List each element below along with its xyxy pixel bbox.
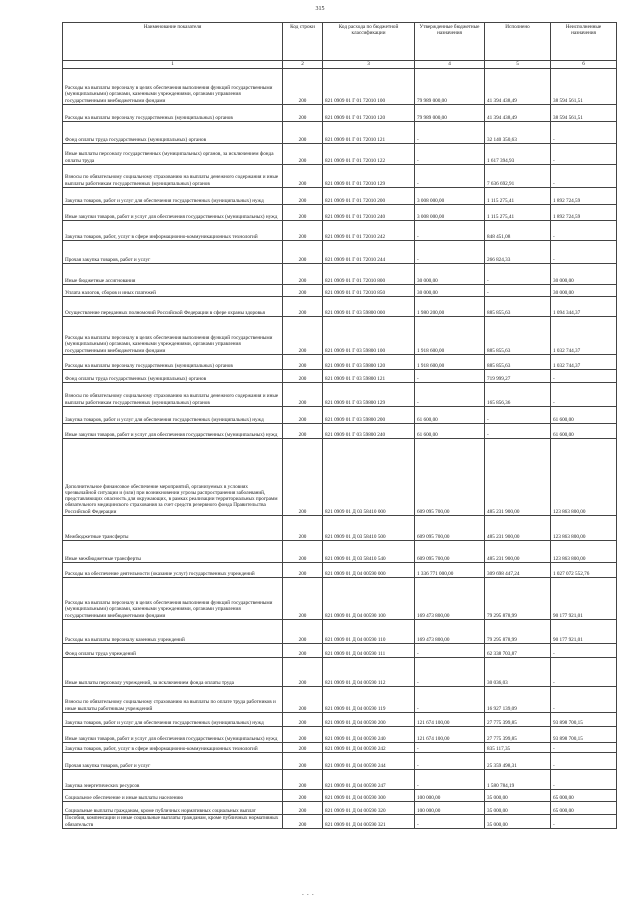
table-row (63, 802, 617, 815)
row-indicator-name: Пособия, компенсации и иные социальные выплаты гражданам, кроме публичных нормативных обязательств (63, 815, 283, 829)
row-line-code: 200 (283, 241, 323, 264)
row-budget-code: 821 0909 01 Г 01 72010 850 (323, 285, 415, 297)
row-unexecuted: - (551, 687, 617, 713)
row-approved: - (415, 241, 485, 264)
row-line-code: 200 (283, 285, 323, 297)
row-approved: - (415, 144, 485, 165)
row-line-code: 200 (283, 578, 323, 620)
row-budget-code: 821 0909 01 Д 04 00590 242 (323, 743, 415, 753)
row-unexecuted: 30 000,00 (551, 264, 617, 285)
row-executed: 1 115 275,41 (485, 188, 551, 205)
row-indicator-name: Социальное обеспечение и иные выплаты населению (63, 790, 283, 802)
row-unexecuted: - (551, 241, 617, 264)
row-line-code: 200 (283, 658, 323, 687)
row-line-code: 200 (283, 165, 323, 188)
row-indicator-name: Расходы на выплаты персоналу казенных учреждений (63, 620, 283, 644)
row-budget-code: 821 0909 01 Д 04 00590 111 (323, 644, 415, 658)
row-budget-code: 821 0909 01 Д 04 00590 110 (323, 620, 415, 644)
row-line-code: 200 (283, 620, 323, 644)
row-unexecuted: 123 863 800,00 (551, 516, 617, 541)
row-budget-code: 821 0909 01 Д 04 00590 112 (323, 658, 415, 687)
table-row (63, 165, 617, 188)
row-budget-code: 821 0909 01 Г 01 72010 121 (323, 122, 415, 144)
row-indicator-name: Осуществление переданных полномочий Российской Федерации в сфере охраны здоровья (63, 297, 283, 317)
row-unexecuted: 1 892 724,59 (551, 205, 617, 221)
row-budget-code: 821 0909 01 Г 03 59800 129 (323, 383, 415, 407)
row-unexecuted: - (551, 815, 617, 829)
table-row (63, 578, 617, 620)
row-indicator-name: Иные закупки товаров, работ и услуг для обеспечения государственных (муниципальных) нужд (63, 424, 283, 439)
row-line-code: 200 (283, 802, 323, 815)
row-indicator-name: Иные закупки товаров, работ и услуг для обеспечения государственных (муниципальных) нужд (63, 727, 283, 743)
row-executed: 27 775 399,85 (485, 713, 551, 727)
row-line-code: 200 (283, 815, 323, 829)
row-budget-code: 821 0909 01 Г 01 72010 129 (323, 165, 415, 188)
table-row (63, 644, 617, 658)
row-approved: 1 918 600,00 (415, 355, 485, 370)
table-row (63, 241, 617, 264)
row-indicator-name: Иные выплаты персоналу учреждений, за исключением фонда оплаты труда (63, 658, 283, 687)
row-budget-code: 821 0909 01 Д 04 00590 100 (323, 578, 415, 620)
row-indicator-name: Расходы на обеспечение деятельности (оказание услуг) государственных учреждений (63, 563, 283, 578)
table-row (63, 790, 617, 802)
table-row (63, 815, 617, 829)
row-indicator-name: Иные межбюджетные трансферты (63, 541, 283, 563)
row-unexecuted: 123 863 800,00 (551, 541, 617, 563)
row-budget-code: 821 0909 01 Г 01 72010 122 (323, 144, 415, 165)
row-unexecuted: 38 594 561,51 (551, 105, 617, 122)
row-line-code: 200 (283, 541, 323, 563)
row-approved: 100 000,00 (415, 790, 485, 802)
row-budget-code: 821 0909 01 Г 03 59800 100 (323, 317, 415, 355)
row-executed: 62 338 703,87 (485, 644, 551, 658)
row-unexecuted: - (551, 770, 617, 790)
row-unexecuted: - (551, 122, 617, 144)
row-approved: 100 000,00 (415, 802, 485, 815)
row-indicator-name: Фонд оплаты труда государственных (муниципальных) органов (63, 122, 283, 144)
row-indicator-name: Иные выплаты персоналу государственных (муниципальных) органов, за исключением фонда оплаты труда (63, 144, 283, 165)
row-indicator-name: Закупка товаров, работ и услуг для обеспечения государственных (муниципальных) нужд (63, 713, 283, 727)
page-number: 315 (315, 6, 325, 12)
row-line-code: 200 (283, 770, 323, 790)
row-approved: 30 000,00 (415, 264, 485, 285)
row-executed: 79 295 878,99 (485, 620, 551, 644)
header-line-code: Код строки (283, 23, 323, 61)
row-budget-code: 821 0909 01 Д 04 00590 321 (323, 815, 415, 829)
row-budget-code: 821 0909 01 Г 01 72010 200 (323, 188, 415, 205)
row-line-code: 200 (283, 297, 323, 317)
header-unexecuted: Неисполненные назначения (551, 23, 617, 61)
row-unexecuted: 61 600,00 (551, 424, 617, 439)
row-budget-code: 821 0909 01 Г 03 59800 240 (323, 424, 415, 439)
row-unexecuted: 123 863 800,00 (551, 439, 617, 516)
table-row (63, 407, 617, 424)
row-indicator-name: Прочая закупка товаров, работ и услуг (63, 753, 283, 770)
row-approved: - (415, 165, 485, 188)
table-row (63, 439, 617, 516)
header-row (63, 23, 617, 61)
row-approved: 30 000,00 (415, 285, 485, 297)
row-budget-code: 821 0909 01 Г 01 72010 120 (323, 105, 415, 122)
row-line-code: 200 (283, 727, 323, 743)
row-approved: 79 989 000,00 (415, 69, 485, 105)
row-budget-code: 821 0909 01 Г 01 72010 244 (323, 241, 415, 264)
row-executed: 485 231 900,00 (485, 516, 551, 541)
row-line-code: 200 (283, 644, 323, 658)
expenditure-table (62, 22, 617, 829)
row-budget-code: 821 0909 01 Д 04 00590 240 (323, 727, 415, 743)
row-unexecuted: - (551, 644, 617, 658)
header-indicator-name: Наименование показателя (63, 23, 283, 61)
table-row (63, 727, 617, 743)
page-footnote: - - - (302, 893, 315, 898)
row-budget-code: 821 0909 01 Г 03 59800 120 (323, 355, 415, 370)
row-budget-code: 821 0909 01 Г 01 72010 242 (323, 221, 415, 241)
row-unexecuted: - (551, 221, 617, 241)
row-executed: 35 000,00 (485, 790, 551, 802)
row-approved: 169 473 800,00 (415, 578, 485, 620)
row-budget-code: 821 0909 01 Г 03 59800 200 (323, 407, 415, 424)
row-executed: - (485, 285, 551, 297)
row-unexecuted: - (551, 144, 617, 165)
row-executed: 848 451,08 (485, 221, 551, 241)
row-line-code: 200 (283, 188, 323, 205)
row-budget-code: 821 0909 01 Д 04 00590 244 (323, 753, 415, 770)
row-budget-code: 821 0909 01 Г 03 59800 000 (323, 297, 415, 317)
row-indicator-name: Расходы на выплаты персоналу государственных (муниципальных) органов (63, 105, 283, 122)
row-unexecuted: 93 898 700,15 (551, 713, 617, 727)
row-budget-code: 821 0909 01 Д 03 58410 500 (323, 516, 415, 541)
row-unexecuted: - (551, 658, 617, 687)
row-budget-code: 821 0909 01 Г 01 72010 800 (323, 264, 415, 285)
column-number: 1 (63, 61, 283, 69)
row-executed: - (485, 407, 551, 424)
row-line-code: 200 (283, 516, 323, 541)
row-executed: 885 855,63 (485, 355, 551, 370)
row-line-code: 200 (283, 205, 323, 221)
row-approved: 609 095 700,00 (415, 516, 485, 541)
row-executed: 16 927 139,09 (485, 687, 551, 713)
row-approved: - (415, 122, 485, 144)
row-budget-code: 821 0909 01 Д 04 00590 119 (323, 687, 415, 713)
table-row (63, 317, 617, 355)
row-line-code: 200 (283, 122, 323, 144)
row-line-code: 200 (283, 264, 323, 285)
table-row (63, 221, 617, 241)
row-approved: - (415, 658, 485, 687)
table-row (63, 516, 617, 541)
table-row (63, 355, 617, 370)
row-executed: 30 036,03 (485, 658, 551, 687)
header-budget-classification: Код расхода по бюджетной классификации (323, 23, 415, 61)
row-line-code: 200 (283, 221, 323, 241)
row-approved: 169 473 800,00 (415, 620, 485, 644)
column-number: 5 (485, 61, 551, 69)
row-approved: - (415, 815, 485, 829)
row-approved: - (415, 370, 485, 383)
table-row (63, 713, 617, 727)
row-line-code: 200 (283, 407, 323, 424)
column-number: 6 (551, 61, 617, 69)
row-approved: - (415, 743, 485, 753)
header-approved: Утвержденные бюджетные назначения (415, 23, 485, 61)
row-approved: 121 674 100,00 (415, 713, 485, 727)
row-line-code: 200 (283, 743, 323, 753)
row-budget-code: 821 0909 01 Д 04 00590 000 (323, 563, 415, 578)
row-executed: - (485, 424, 551, 439)
table-row (63, 424, 617, 439)
row-executed: 35 000,00 (485, 815, 551, 829)
table-row (63, 144, 617, 165)
row-approved: - (415, 753, 485, 770)
row-line-code: 200 (283, 355, 323, 370)
table-row (63, 383, 617, 407)
row-unexecuted: 1 892 724,59 (551, 188, 617, 205)
row-unexecuted: 38 594 561,51 (551, 69, 617, 105)
row-line-code: 200 (283, 383, 323, 407)
row-executed: 885 855,63 (485, 317, 551, 355)
row-unexecuted: 93 898 700,15 (551, 727, 617, 743)
table-row (63, 285, 617, 297)
row-unexecuted: 61 600,00 (551, 407, 617, 424)
row-executed: 485 231 900,00 (485, 439, 551, 516)
row-indicator-name: Расходы на выплаты персоналу государственных (муниципальных) органов (63, 355, 283, 370)
row-indicator-name: Социальные выплаты гражданам, кроме публичных нормативных социальных выплат (63, 802, 283, 815)
row-executed: 1 115 275,41 (485, 205, 551, 221)
row-budget-code: 821 0909 01 Д 04 00590 300 (323, 790, 415, 802)
row-approved: 609 095 700,00 (415, 439, 485, 516)
row-approved: 1 336 771 000,00 (415, 563, 485, 578)
row-executed: 41 394 438,49 (485, 69, 551, 105)
table-row (63, 297, 617, 317)
table-row (63, 205, 617, 221)
row-approved: - (415, 770, 485, 790)
row-line-code: 200 (283, 790, 323, 802)
row-executed: 266 824,33 (485, 241, 551, 264)
row-approved: 1 980 200,00 (415, 297, 485, 317)
row-indicator-name: Закупка энергетических ресурсов (63, 770, 283, 790)
row-unexecuted: 1 032 744,37 (551, 317, 617, 355)
row-approved: 61 600,00 (415, 407, 485, 424)
row-unexecuted: 1 027 072 552,76 (551, 563, 617, 578)
row-indicator-name: Уплата налогов, сборов и иных платежей (63, 285, 283, 297)
row-indicator-name: Расходы на выплаты персоналу в целях обеспечения выполнения функций государственными (муниципальными) органами, казенными учреждениями, органами управления государственными внебюджетными фондами (63, 578, 283, 620)
row-line-code: 200 (283, 144, 323, 165)
row-budget-code: 821 0909 01 Д 04 00590 320 (323, 802, 415, 815)
row-indicator-name: Межбюджетные трансферты (63, 516, 283, 541)
row-indicator-name: Взносы по обязательному социальному страхованию на выплаты по оплате труда работников и иные выплаты работникам учреждений (63, 687, 283, 713)
row-unexecuted: 90 177 921,01 (551, 578, 617, 620)
row-line-code: 200 (283, 105, 323, 122)
row-approved: - (415, 383, 485, 407)
column-number-row (63, 61, 617, 69)
row-executed: 32 140 350,63 (485, 122, 551, 144)
row-line-code: 200 (283, 687, 323, 713)
row-approved: 121 674 100,00 (415, 727, 485, 743)
row-line-code: 200 (283, 713, 323, 727)
row-approved: 3 008 000,00 (415, 205, 485, 221)
row-unexecuted: - (551, 370, 617, 383)
table-row (63, 620, 617, 644)
row-executed: 309 698 447,24 (485, 563, 551, 578)
header-executed: Исполнено (485, 23, 551, 61)
row-indicator-name: Фонд оплаты труда государственных (муниципальных) органов (63, 370, 283, 383)
row-budget-code: 821 0909 01 Г 01 72010 240 (323, 205, 415, 221)
column-number: 4 (415, 61, 485, 69)
row-indicator-name: Взносы по обязательному социальному страхованию на выплаты денежного содержания и иные выплаты работникам государственных (муниципальных) органов (63, 165, 283, 188)
row-executed: - (485, 264, 551, 285)
table-row (63, 563, 617, 578)
row-approved: - (415, 687, 485, 713)
row-approved: 79 989 000,00 (415, 105, 485, 122)
row-budget-code: 821 0909 01 Д 04 00590 200 (323, 713, 415, 727)
row-line-code: 200 (283, 69, 323, 105)
table-row (63, 770, 617, 790)
row-unexecuted: - (551, 383, 617, 407)
row-line-code: 200 (283, 424, 323, 439)
column-number: 3 (323, 61, 415, 69)
row-line-code: 200 (283, 563, 323, 578)
row-indicator-name: Иные бюджетные ассигнования (63, 264, 283, 285)
row-line-code: 200 (283, 317, 323, 355)
row-indicator-name: Взносы по обязательному социальному страхованию на выплаты денежного содержания и иные выплаты работникам государственных (муниципальных) органов (63, 383, 283, 407)
table-row (63, 370, 617, 383)
row-approved: 3 008 000,00 (415, 188, 485, 205)
row-budget-code: 821 0909 01 Д 03 58410 000 (323, 439, 415, 516)
row-indicator-name: Закупка товаров, работ, услуг в сфере информационно-коммуникационных технологий (63, 221, 283, 241)
row-unexecuted: - (551, 743, 617, 753)
table-row (63, 122, 617, 144)
row-unexecuted: 65 000,00 (551, 790, 617, 802)
row-approved: - (415, 221, 485, 241)
row-approved: 609 095 700,00 (415, 541, 485, 563)
row-executed: 1 617 394,93 (485, 144, 551, 165)
table-row (63, 105, 617, 122)
row-executed: 27 775 399,85 (485, 727, 551, 743)
row-indicator-name: Дополнительное финансовое обеспечение мероприятий, организуемых в условиях чрезвычайной ситуации и (или) при возникновении угрозы распространения заболеваний, представляющих опасность для окружающих, в рамках реализации территориальных программ обязательного медицинского страхования за счет средств резервного фонда Правительства Российской Федерации (63, 439, 283, 516)
row-executed: 25 359 498,31 (485, 753, 551, 770)
column-number: 2 (283, 61, 323, 69)
row-indicator-name: Иные закупки товаров, работ и услуг для обеспечения государственных (муниципальных) нужд (63, 205, 283, 221)
row-line-code: 200 (283, 439, 323, 516)
row-unexecuted: 90 177 921,01 (551, 620, 617, 644)
row-unexecuted: 65 000,00 (551, 802, 617, 815)
row-indicator-name: Закупка товаров, работ, услуг в сфере информационно-коммуникационных технологий (63, 743, 283, 753)
row-approved: - (415, 644, 485, 658)
row-executed: 885 855,63 (485, 297, 551, 317)
row-executed: 165 856,36 (485, 383, 551, 407)
table-row (63, 264, 617, 285)
table-row (63, 687, 617, 713)
row-indicator-name: Расходы на выплаты персоналу в целях обеспечения выполнения функций государственными (муниципальными) органами, казенными учреждениями, органами управления государственными внебюджетными фондами (63, 69, 283, 105)
row-budget-code: 821 0909 01 Д 03 58410 540 (323, 541, 415, 563)
row-executed: 7 636 692,91 (485, 165, 551, 188)
row-indicator-name: Прочая закупка товаров, работ и услуг (63, 241, 283, 264)
row-executed: 719 999,27 (485, 370, 551, 383)
table-row (63, 658, 617, 687)
table-row (63, 69, 617, 105)
row-line-code: 200 (283, 370, 323, 383)
row-executed: 41 394 438,49 (485, 105, 551, 122)
row-approved: 61 600,00 (415, 424, 485, 439)
row-unexecuted: 1 094 344,37 (551, 297, 617, 317)
row-line-code: 200 (283, 753, 323, 770)
row-budget-code: 821 0909 01 Д 04 00590 247 (323, 770, 415, 790)
row-unexecuted: 30 000,00 (551, 285, 617, 297)
table-row (63, 753, 617, 770)
row-indicator-name: Фонд оплаты труда учреждений (63, 644, 283, 658)
row-executed: 1 580 784,19 (485, 770, 551, 790)
table-row (63, 743, 617, 753)
row-executed: 485 231 900,00 (485, 541, 551, 563)
row-executed: 35 000,00 (485, 802, 551, 815)
row-unexecuted: 1 032 744,37 (551, 355, 617, 370)
row-unexecuted: - (551, 753, 617, 770)
row-indicator-name: Закупка товаров, работ и услуг для обеспечения государственных (муниципальных) нужд (63, 407, 283, 424)
row-executed: 79 295 878,99 (485, 578, 551, 620)
row-executed: 835 117,35 (485, 743, 551, 753)
table-row (63, 188, 617, 205)
row-budget-code: 821 0909 01 Г 03 59800 121 (323, 370, 415, 383)
row-indicator-name: Закупка товаров, работ и услуг для обеспечения государственных (муниципальных) нужд (63, 188, 283, 205)
row-approved: 1 918 600,00 (415, 317, 485, 355)
row-unexecuted: - (551, 165, 617, 188)
row-budget-code: 821 0909 01 Г 01 72010 100 (323, 69, 415, 105)
row-indicator-name: Расходы на выплаты персоналу в целях обеспечения выполнения функций государственными (муниципальными) органами, казенными учреждениями, органами управления государственными внебюджетными фондами (63, 317, 283, 355)
table-row (63, 541, 617, 563)
